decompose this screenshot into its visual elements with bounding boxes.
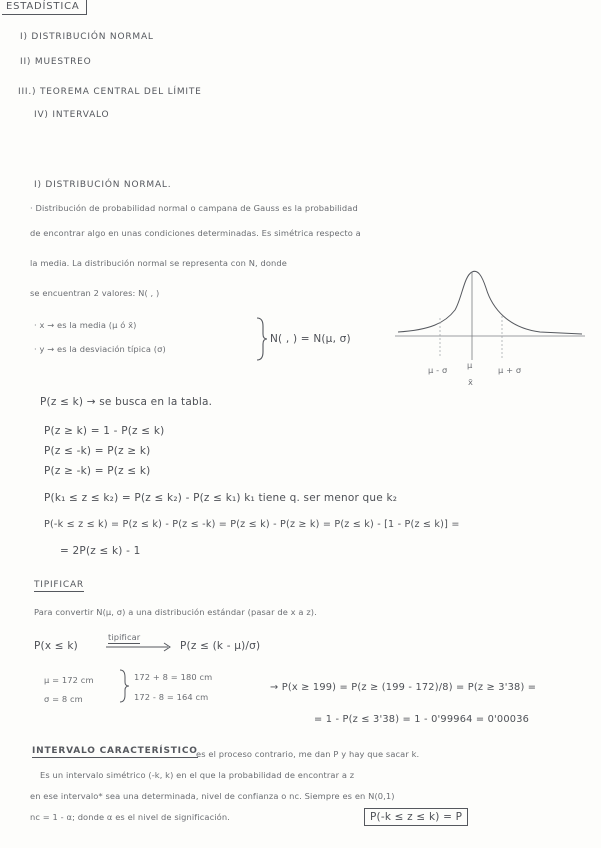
index-item-2: II) MUESTREO: [20, 57, 92, 67]
tipificar-arrow-label: tipificar: [108, 632, 141, 642]
intervalo-line: en ese intervalo* sea una determinada, nivel de confianza o nc. Siempre es en N(0,1): [30, 791, 395, 801]
bullet-desviacion: · y → es la desviación típica (σ): [34, 344, 166, 354]
example-line: = 1 - P(z ≤ 3'38) = 1 - 0'99964 = 0'00036: [314, 714, 530, 725]
formula-line: P(k₁ ≤ z ≤ k₂) = P(z ≤ k₂) - P(z ≤ k₁) k₁ tiene q. ser menor que k₂: [44, 492, 398, 504]
section-heading-intervalo: INTERVALO CARACTERÍSTICO: [32, 746, 198, 756]
brace-icon: [118, 668, 130, 704]
intervalo-line: es el proceso contrario, me dan P y hay que sacar k.: [196, 749, 420, 759]
intervalo-line: nc = 1 - α; donde α es el nivel de significación.: [30, 812, 230, 822]
example-limit: 172 - 8 = 164 cm: [134, 692, 209, 702]
curve-label-xbar: x̄: [468, 377, 474, 387]
brace-icon: [254, 316, 268, 362]
section-heading-tipificar: TIPIFICAR: [34, 580, 84, 590]
tipificar-intro: Para convertir N(μ, σ) a una distribución estándar (pasar de x a z).: [34, 607, 317, 617]
bell-curve-figure: [390, 268, 590, 378]
paragraph-line: la media. La distribución normal se representa con N, donde: [30, 258, 287, 268]
tipificar-formula-left: P(x ≤ k): [34, 640, 78, 652]
example-limit: 172 + 8 = 180 cm: [134, 672, 213, 682]
bullet-media: · x → es la media (μ ó x̄): [34, 320, 137, 330]
example-param: σ = 8 cm: [44, 694, 83, 704]
index-item-1: I) DISTRIBUCIÓN NORMAL: [20, 32, 154, 42]
paragraph-line: de encontrar algo en unas condiciones determinadas. Es simétrica respecto a: [30, 228, 361, 238]
formula-line: = 2P(z ≤ k) - 1: [60, 545, 141, 557]
page-title: ESTADÍSTICA: [2, 0, 87, 15]
curve-label-mu-plus-sigma: μ + σ: [498, 365, 522, 375]
formula-line: P(z ≥ -k) = P(z ≤ k): [44, 465, 151, 477]
curve-label-mu-minus-sigma: μ - σ: [428, 365, 448, 375]
brace-result: N( , ) = N(μ, σ): [270, 333, 351, 345]
paragraph-line: · Distribución de probabilidad normal o campana de Gauss es la probabilidad: [30, 203, 358, 213]
boxed-formula: P(-k ≤ z ≤ k) = P: [364, 808, 468, 826]
section-heading-normal: I) DISTRIBUCIÓN NORMAL.: [34, 180, 172, 190]
index-item-3: III.) TEOREMA CENTRAL DEL LÍMITE: [18, 87, 202, 97]
example-line: → P(x ≥ 199) = P(z ≥ (199 - 172)/8) = P(z ≥ 3'38) =: [270, 682, 537, 693]
example-param: μ = 172 cm: [44, 675, 94, 685]
formula-line: P(z ≥ k) = 1 - P(z ≤ k): [44, 425, 165, 437]
curve-label-mu: μ: [467, 360, 473, 370]
index-item-4: IV) INTERVALO: [34, 110, 110, 120]
tipificar-formula-right: P(z ≤ (k - μ)/σ): [180, 640, 261, 652]
arrow-right-icon: [104, 642, 174, 652]
intervalo-line: Es un intervalo simétrico (-k, k) en el que la probabilidad de encontrar a z: [40, 770, 355, 780]
formula-line: P(z ≤ -k) = P(z ≥ k): [44, 445, 151, 457]
formula-intro: P(z ≤ k) → se busca en la tabla.: [40, 396, 213, 408]
paragraph-line: se encuentran 2 valores: N( , ): [30, 288, 160, 298]
formula-line: P(-k ≤ z ≤ k) = P(z ≤ k) - P(z ≤ -k) = P(z ≤ k) - P(z ≥ k) = P(z ≤ k) - [1 - P(z ≤ k)] =: [44, 519, 460, 530]
